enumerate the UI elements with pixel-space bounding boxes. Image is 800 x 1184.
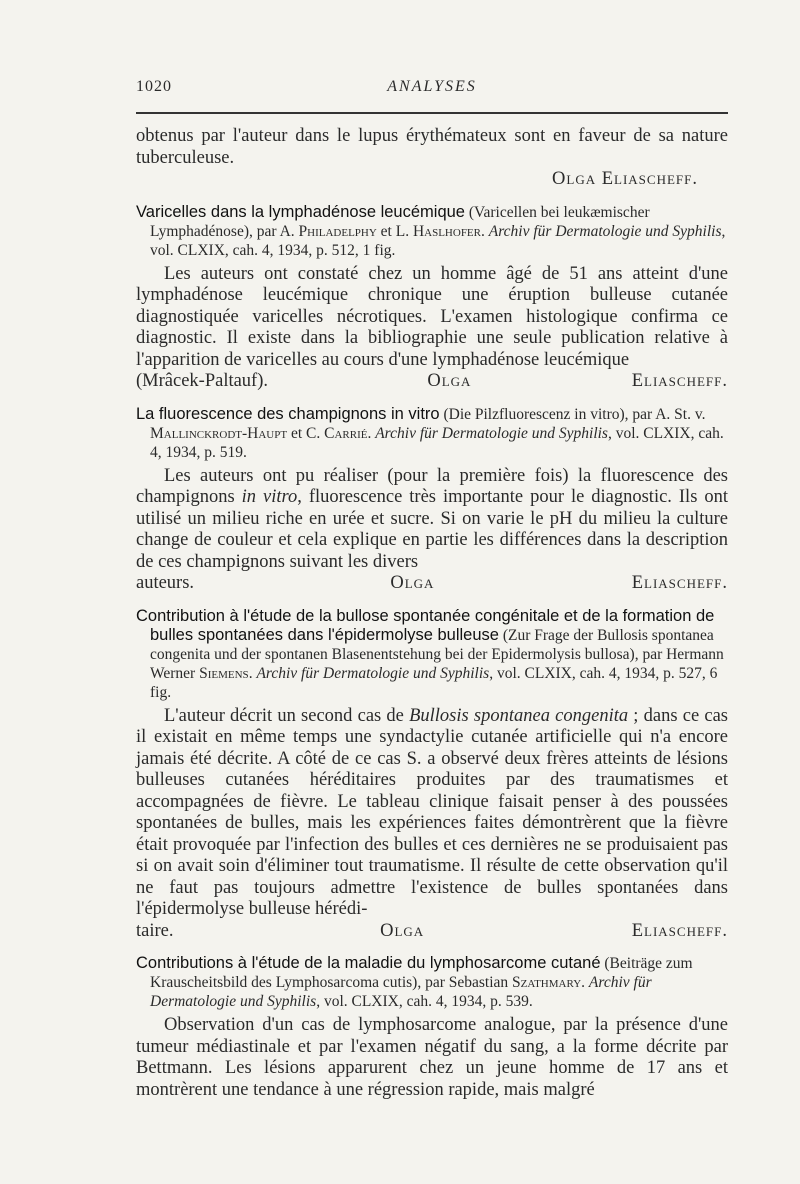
intro-paragraph: obtenus par l'auteur dans le lupus érythémateux sont en faveur de sa nature tuberculeuse. bbox=[136, 126, 728, 168]
article-3-heading: Contribution à l'étude de la bullose spontanée congénitale et de la formation de bulles spontanées dans l'épidermolyse bulleuse (Zur Frage der Bullosis spontanea congenita und der spontanen Blasenentstehung bei der Epidermolysis bullosa), par Hermann Werner Siemens. Archiv für Dermatologie und Syphilis, vol. CLXIX, cah. 4, 1934, p. 527, 6 fig. bbox=[136, 606, 724, 701]
article-1-body: Les auteurs ont constaté chez un homme âgé de 51 ans atteint d'une lymphadénose leucémique chronique une éruption bulleuse cutanée diagnostiquée varicelles nécrotiques. L'examen histologique confirma ce diagnostic. Il existe dans la bibliographie une seule publication relative à l'apparition de varicelles au cours d'une lymphadénose leucémique bbox=[136, 263, 728, 370]
article-2-heading: La fluorescence des champignons in vitro (Die Pilzfluorescenz in vitro), par A. St. v. Mallinckrodt-Haupt et C. Carrié. Archiv für Dermatologie und Syphilis, vol. CLXIX, cah. 4, 1934, p. 519. bbox=[136, 404, 724, 461]
intro-signature: Olga Eliascheff. bbox=[552, 169, 698, 189]
page-number: 1020 bbox=[136, 78, 172, 95]
header-rule bbox=[136, 112, 728, 114]
running-head bbox=[136, 78, 728, 102]
article-4-title: Contributions à l'étude de la maladie du lymphosarcome cutané bbox=[136, 954, 601, 972]
article-1-title: Varicelles dans la lymphadénose leucémique bbox=[136, 202, 465, 221]
article-3-signature: Olga Eliascheff. bbox=[380, 920, 728, 941]
article-1-signature: Olga Eliascheff. bbox=[427, 371, 728, 391]
article-3-title: Contribution à l'étude de la bullose spontanée congénitale et de la formation de bulles spontanées dans l'épidermolyse bulleuse bbox=[136, 606, 715, 644]
page bbox=[136, 78, 728, 1101]
header-title: ANALYSES bbox=[387, 78, 477, 95]
article-2-title: La fluorescence des champignons in vitro bbox=[136, 404, 440, 423]
article-4-heading: Contributions à l'étude de la maladie du lymphosarcome cutané (Beiträge zum Krauscheitsbild des Lymphosarcoma cutis), par Sebastian Szathmary. Archiv für Dermatologie und Syphilis, vol. CLXIX, cah. 4, 1934, p. 539. bbox=[136, 954, 693, 1010]
article-3-body: L'auteur décrit un second cas de Bullosis spontanea congenita ; dans ce cas il existait en même temps une syndactylie cutanée artificielle qui n'a encore jamais été décrite. A côté de ce cas S. a observé deux frères atteints de lésions bulleuses cutanées héréditaires produites par des traumatismes et accompagnées de fièvre. Le tableau clinique faisait penser à des poussées spontanées de bulles, mais les expériences faites démontrèrent que la fièvre était provoquée par l'infection des bulles et ces dernières ne se produisaient pas si on avait soin d'éliminer tout traumatisme. Il résulte de cette observation qu'il ne faut pas toujours admettre l'existence de bulles spontanées dans l'épidermolyse bulleuse hérédi- bbox=[136, 705, 728, 919]
article-2-last-line: auteurs. Olga Eliascheff. bbox=[136, 573, 728, 593]
article-2-signature: Olga Eliascheff. bbox=[390, 573, 728, 593]
article-2-body: Les auteurs ont pu réaliser (pour la première fois) la fluorescence des champignons in vitro, fluorescence très importante pour le diagnostic. Ils ont utilisé un milieu riche en urée et sucre. Si on varie le pH du milieu la culture change de couleur et cela explique en partie les différences dans la description de ces champignons suivant les divers bbox=[136, 465, 729, 572]
article-1-heading: Varicelles dans la lymphadénose leucémique (Varicellen bei leukæmischer Lymphadénose), par A. Philadelphy et L. Haslhofer. Archiv für Dermatologie und Syphilis, vol. CLXIX, cah. 4, 1934, p. 512, 1 fig. bbox=[136, 202, 726, 259]
article-3-last-line: taire. Olga Eliascheff. bbox=[136, 920, 728, 941]
article-4-body: Observation d'un cas de lymphosarcome analogue, par la présence d'une tumeur médiastinale et par l'examen négatif du sang, a la forme décrite par Bettmann. Les lésions apparurent chez un jeune homme de 17 ans et montrèrent une tendance à une régression rapide, mais malgré bbox=[136, 1015, 728, 1100]
article-1-last-line: (Mrâcek-Paltauf). Olga Eliascheff. bbox=[136, 371, 728, 391]
